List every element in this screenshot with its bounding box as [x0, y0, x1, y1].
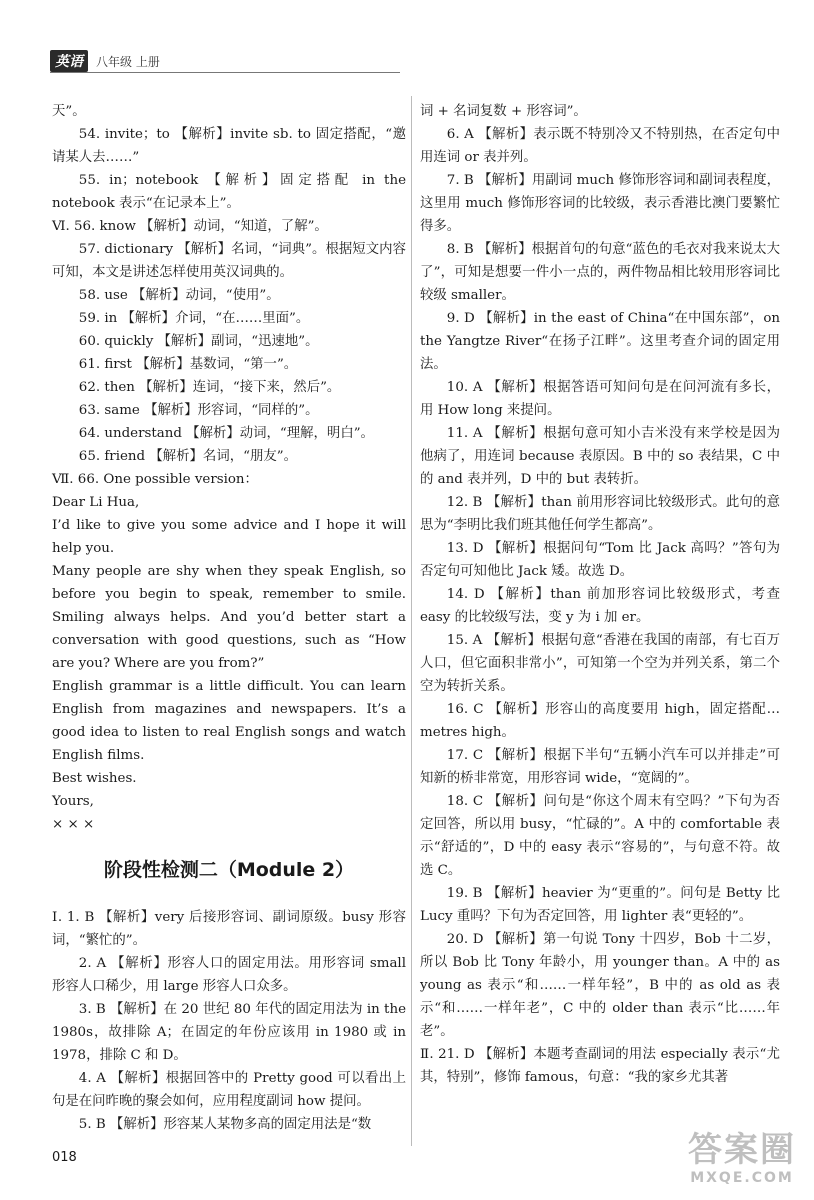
answer-paragraph: 15. A 【解析】根据句意“香港在我国的南部，有七百万人口，但它面积非常小”，可知第一个空为并列关系，第二个空为转折关系。 [420, 633, 780, 694]
answer-paragraph: Ⅶ. 66. One possible version： [52, 472, 258, 487]
answer-paragraph: 63. same 【解析】形容词，“同样的”。 [78, 403, 319, 418]
watermark-logo [688, 1130, 796, 1186]
page-number: 018 [52, 1150, 77, 1165]
answer-paragraph: 16. C 【解析】形容山的高度要用 high，固定搭配… metres high。 [420, 702, 780, 740]
answer-paragraph: 词 + 名词复数 + 形容词”。 [420, 104, 587, 119]
essay-line: Dear Li Hua, [52, 495, 140, 510]
answer-paragraph: Ⅰ. 1. B 【解析】very 后接形容词、副词原级。busy 形容词，“繁忙的”。 [52, 910, 406, 948]
column-divider [411, 96, 412, 1146]
essay-line: Many people are shy when they speak English, so before you begin to speak, remember to smile. Smiling always helps. And you’d better start a conversation with good questions, such as “How are you? Where are you from?” [52, 564, 406, 671]
page-header [50, 50, 160, 72]
sample-essay [52, 491, 406, 836]
answer-paragraph: 18. C 【解析】问句是“你这个周末有空吗？”下句为否定回答，所以用 busy，“忙碌的”。A 中的 comfortable 表示“舒适的”，D 中的 easy 表示“容易的”，与句意不符。故选 C。 [420, 794, 780, 878]
essay-line: English grammar is a little difficult. You can learn English from magazines and newspapers. It’s a good idea to listen to real English songs and watch English films. [52, 679, 406, 763]
answer-paragraph: 11. A 【解析】根据句意可知小吉米没有来学校是因为他病了，用连词 because 表原因。B 中的 so 表结果，C 中的 and 表并列，D 中的 but 表转折。 [420, 426, 780, 487]
answer-paragraph: 55. in；notebook 【解析】固定搭配 in the notebook 表示“在记录本上”。 [52, 173, 406, 211]
section-title: 阶段性检测二（Module 2） [103, 859, 355, 881]
answer-paragraph: 6. A 【解析】表示既不特别冷又不特别热，在否定句中用连词 or 表并列。 [420, 127, 780, 165]
answer-paragraph: 64. understand 【解析】动词，“理解，明白”。 [78, 426, 374, 441]
left-column [52, 100, 406, 1136]
answer-paragraph: 天”。 [52, 104, 86, 119]
answer-paragraph: 20. D 【解析】第一句说 Tony 十四岁，Bob 十二岁，所以 Bob 比 Tony 年龄小，用 younger than。A 中的 as young as 表示“和……一样年轻”，B 中的 as old as 表示“和……一样年老”，C 中的 older than 表示“比……年老”。 [420, 932, 780, 1039]
subject-logo: 英语 [50, 50, 88, 72]
answer-paragraph: 4. A 【解析】根据回答中的 Pretty good 可以看出上句是在问昨晚的聚会如何，应用程度副词 how 提问。 [52, 1071, 406, 1109]
answer-paragraph: 61. first 【解析】基数词，“第一”。 [78, 357, 298, 372]
answer-paragraph: 7. B 【解析】用副词 much 修饰形容词和副词表程度，这里用 much 修饰形容词的比较级，表示香港比澳门要繁忙得多。 [420, 173, 780, 234]
watermark-url: MXQE.COM [690, 1170, 794, 1186]
answer-paragraph: 65. friend 【解析】名词，“朋友”。 [78, 449, 297, 464]
header-rule [50, 72, 400, 73]
answer-paragraph: 9. D 【解析】in the east of China“在中国东部”，on the Yangtze River“在扬子江畔”。这里考查介词的固定用法。 [420, 311, 780, 372]
answer-paragraph: 8. B 【解析】根据首句的句意“蓝色的毛衣对我来说太大了”，可知是想要一件小一点的，两件物品相比较用形容词比较级 smaller。 [420, 242, 780, 303]
answer-paragraph: 2. A 【解析】形容人口的固定用法。用形容词 small 形容人口稀少，用 large 形容人口众多。 [52, 956, 406, 994]
answer-paragraph: 57. dictionary 【解析】名词，“词典”。根据短文内容可知，本文是讲述怎样使用英汉词典的。 [52, 242, 406, 280]
answer-paragraph: 60. quickly 【解析】副词，“迅速地”。 [78, 334, 319, 349]
answer-paragraph: 59. in 【解析】介词，“在……里面”。 [78, 311, 310, 326]
answer-paragraph: 17. C 【解析】根据下半句“五辆小汽车可以并排走”可知新的桥非常宽，用形容词 wide，“宽阔的”。 [420, 748, 780, 786]
essay-line: Yours, [52, 794, 94, 809]
answer-paragraph: 12. B 【解析】than 前用形容词比较级形式。此句的意思为“李明比我们班其他任何学生都高”。 [420, 495, 780, 533]
essay-line: Best wishes. [52, 771, 137, 786]
answer-paragraph: 54. invite；to 【解析】invite sb. to 固定搭配，“邀请某人去……” [52, 127, 406, 165]
grade-label: 八年级 上册 [96, 54, 160, 69]
answer-paragraph: 58. use 【解析】动词，“使用”。 [78, 288, 280, 303]
answer-paragraph: Ⅱ. 21. D 【解析】本题考查副词的用法 especially 表示“尤其，特别”，修饰 famous，句意：“我的家乡尤其著 [420, 1047, 780, 1085]
answer-paragraph: 13. D 【解析】根据问句“Tom 比 Jack 高吗？”答句为否定句可知他比 Jack 矮。故选 D。 [420, 541, 780, 579]
answer-paragraph: 19. B 【解析】heavier 为“更重的”。问句是 Betty 比 Lucy 重吗？下句为否定回答，用 lighter 表“更轻的”。 [420, 886, 780, 924]
essay-line: × × × [52, 817, 95, 832]
answer-paragraph: 62. then 【解析】连词，“接下来，然后”。 [78, 380, 341, 395]
answer-paragraph: 10. A 【解析】根据答语可知问句是在问河流有多长，用 How long 来提问。 [420, 380, 780, 418]
answer-paragraph: Ⅵ. 56. know 【解析】动词，“知道，了解”。 [52, 219, 328, 234]
watermark-text: 答案圈 [688, 1130, 796, 1170]
answer-paragraph: 14. D 【解析】than 前加形容词比较级形式，考查 easy 的比较级写法，变 y 为 i 加 er。 [420, 587, 780, 625]
answer-paragraph: 3. B 【解析】在 20 世纪 80 年代的固定用法为 in the 1980s，故排除 A；在固定的年份应该用 in 1980 或 in 1978，排除 C 和 D。 [52, 1002, 406, 1063]
right-column [420, 100, 780, 1089]
essay-line: I’d like to give you some advice and I hope it will help you. [52, 518, 406, 556]
answer-paragraph: 5. B 【解析】形容某人某物多高的固定用法是“数 [78, 1117, 372, 1132]
